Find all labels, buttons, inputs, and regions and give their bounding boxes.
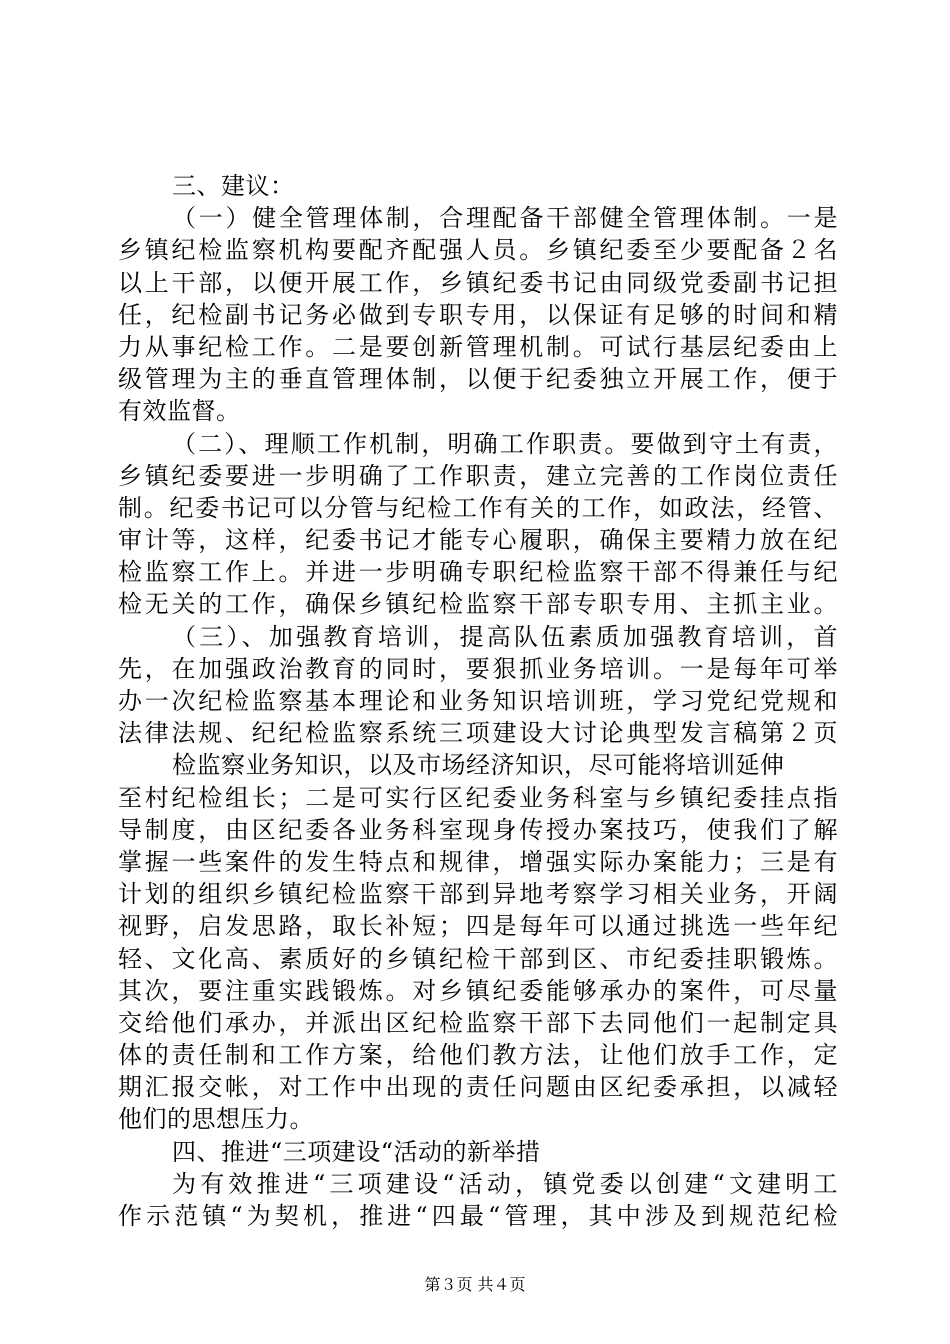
text-line: 力从事纪检工作。二是要创新管理机制。可试行基层纪委由上	[118, 332, 838, 361]
document-body	[118, 170, 838, 1232]
text-line: 办一次纪检监察基本理论和业务知识培训班，学习党纪党规和	[118, 687, 838, 715]
text-line: 乡镇纪检监察机构要配齐配强人员。乡镇纪委至少要配备２名	[118, 236, 838, 265]
text-line: 为有效推进“三项建设“活动，镇党委以创建“文建明工	[172, 1169, 838, 1198]
text-line: （一）健全管理体制，合理配备干部健全管理体制。一是	[172, 204, 838, 233]
text-line: 轻、文化高、素质好的乡镇纪检干部到区、市纪委挂职锻炼。	[118, 944, 838, 973]
text-line: 检监察业务知识，以及市场经济知识，尽可能将培训延伸	[172, 751, 785, 780]
text-line: 至村纪检组长；二是可实行区纪委业务科室与乡镇纪委挂点指	[118, 783, 838, 812]
text-line: 任，纪检副书记务必做到专职专用，以保证有足够的时间和精	[118, 300, 838, 329]
text-line: 他们的思想压力。	[118, 1105, 314, 1134]
text-line: 期汇报交帐，对工作中出现的责任问题由区纪委承担，以减轻	[118, 1073, 838, 1102]
text-line: 法律法规、纪纪检监察系统三项建设大讨论典型发言稿第２页	[118, 719, 838, 748]
text-line: 作示范镇“为契机，推进“四最“管理，其中涉及到规范纪检	[118, 1202, 838, 1230]
text-line: 其次，要注重实践锻炼。对乡镇纪委能够承办的案件，可尽量	[118, 976, 838, 1005]
text-line: 导制度，由区纪委各业务科室现身传授办案技巧，使我们了解	[118, 815, 838, 844]
text-line: 视野，启发思路，取长补短；四是每年可以通过挑选一些年纪	[118, 912, 838, 941]
text-line: 体的责任制和工作方案，给他们教方法，让他们放手工作，定	[118, 1041, 838, 1070]
text-line: 以上干部，以便开展工作，乡镇纪委书记由同级党委副书记担	[118, 268, 838, 297]
text-line: 掌握一些案件的发生特点和规律，增强实际办案能力；三是有	[118, 847, 838, 876]
text-line: （三）、加强教育培训，提高队伍素质加强教育培训，首	[172, 622, 838, 651]
text-line: （二）、理顺工作机制，明确工作职责。要做到守土有责，	[172, 429, 838, 458]
text-line: 四、推进“三项建设“活动的新举措	[172, 1137, 541, 1166]
text-line: 三、建议：	[172, 172, 295, 200]
text-line: 交给他们承办，并派出区纪检监察干部下去同他们一起制定具	[118, 1008, 838, 1037]
text-line: 检监察工作上。并进一步明确专职纪检监察干部不得兼任与纪	[118, 558, 838, 587]
text-line: 级管理为主的垂直管理体制，以便于纪委独立开展工作，便于	[118, 365, 838, 394]
text-line: 乡镇纪委要进一步明确了工作职责，建立完善的工作岗位责任	[118, 461, 838, 490]
text-line: 检无关的工作，确保乡镇纪检监察干部专职专用、主抓主业。	[118, 590, 838, 619]
text-line: 审计等，这样，纪委书记才能专心履职，确保主要精力放在纪	[118, 526, 838, 555]
text-line: 有效监督。	[118, 397, 241, 426]
text-line: 制。纪委书记可以分管与纪检工作有关的工作，如政法，经管、	[118, 493, 838, 522]
page-footer: 第３页 共４页	[424, 1275, 526, 1294]
text-line: 计划的组织乡镇纪检监察干部到异地考察学习相关业务，开阔	[118, 880, 838, 909]
text-line: 先，在加强政治教育的同时，要狠抓业务培训。一是每年可举	[118, 654, 838, 683]
